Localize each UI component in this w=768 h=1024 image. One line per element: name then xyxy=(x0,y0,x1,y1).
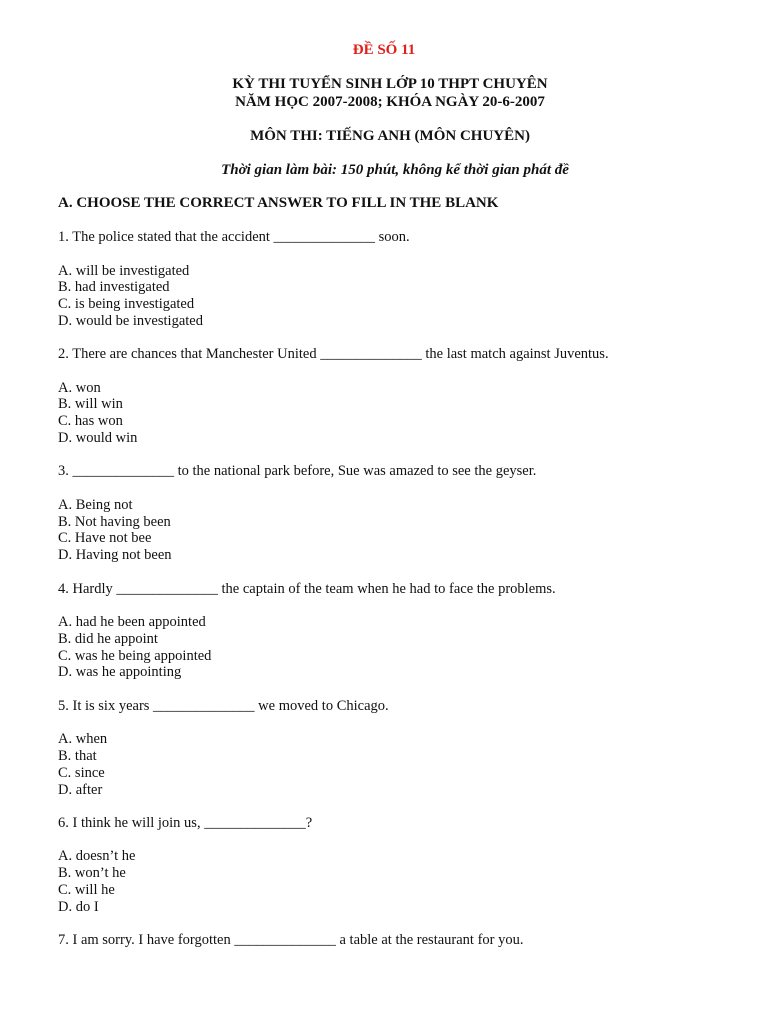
answer-option: A. doesn’t he xyxy=(58,848,136,865)
answer-option: D. was he appointing xyxy=(58,664,182,681)
question-1 xyxy=(58,229,738,330)
answer-option: D. after xyxy=(58,781,103,798)
answer-option: C. Have not bee xyxy=(58,530,152,547)
question-stem: 4. Hardly ______________ the captain of the team when he had to face the problems. xyxy=(58,580,556,597)
answer-option: D. do I xyxy=(58,898,99,915)
section-a-title: A. CHOOSE THE CORRECT ANSWER TO FILL IN THE BLANK xyxy=(58,195,499,211)
answer-option: C. has won xyxy=(58,413,123,430)
exam-title-line1: KỲ THI TUYỂN SINH LỚP 10 THPT CHUYÊN xyxy=(232,76,548,92)
question-6 xyxy=(58,815,738,916)
answer-option: A. will be investigated xyxy=(58,262,190,279)
answer-option: C. since xyxy=(58,764,105,781)
answer-option: D. would win xyxy=(58,430,138,447)
answer-option: B. won’t he xyxy=(58,865,126,882)
exam-number: ĐỀ SỐ 11 xyxy=(352,42,416,58)
exam-title-line2: NĂM HỌC 2007-2008; KHÓA NGÀY 20-6-2007 xyxy=(235,94,545,110)
question-stem: 7. I am sorry. I have forgotten ______________ a table at the restaurant for you. xyxy=(58,932,524,949)
exam-time-note: Thời gian làm bài: 150 phút, không kể thời gian phát đề xyxy=(221,162,569,178)
answer-option: C. is being investigated xyxy=(58,296,195,313)
answer-option: B. did he appoint xyxy=(58,630,158,647)
question-stem: 5. It is six years ______________ we moved to Chicago. xyxy=(58,697,389,714)
answer-option: A. had he been appointed xyxy=(58,614,206,631)
question-stem: 1. The police stated that the accident ______________ soon. xyxy=(58,229,410,245)
answer-option: B. that xyxy=(58,748,97,765)
question-7 xyxy=(58,932,738,949)
answer-option: B. Not having been xyxy=(58,513,171,530)
answer-option: C. will he xyxy=(58,882,115,899)
answer-option: C. was he being appointed xyxy=(58,647,212,664)
question-stem: 6. I think he will join us, ______________? xyxy=(58,814,313,831)
answer-option: A. when xyxy=(58,731,108,748)
question-5 xyxy=(58,698,738,799)
question-4 xyxy=(58,581,738,682)
question-stem: 2. There are chances that Manchester United ______________ the last match against Juventus. xyxy=(58,346,609,363)
question-2 xyxy=(58,346,738,447)
question-3 xyxy=(58,463,738,564)
answer-option: D. would be investigated xyxy=(58,312,203,329)
answer-option: A. Being not xyxy=(58,496,133,513)
question-list xyxy=(58,229,738,966)
answer-option: B. will win xyxy=(58,396,123,413)
answer-option: A. won xyxy=(58,379,101,396)
exam-subject: MÔN THI: TIẾNG ANH (MÔN CHUYÊN) xyxy=(250,128,530,144)
answer-option: B. had investigated xyxy=(58,279,170,296)
answer-option: D. Having not been xyxy=(58,547,172,564)
question-stem: 3. ______________ to the national park before, Sue was amazed to see the geyser. xyxy=(58,463,537,480)
